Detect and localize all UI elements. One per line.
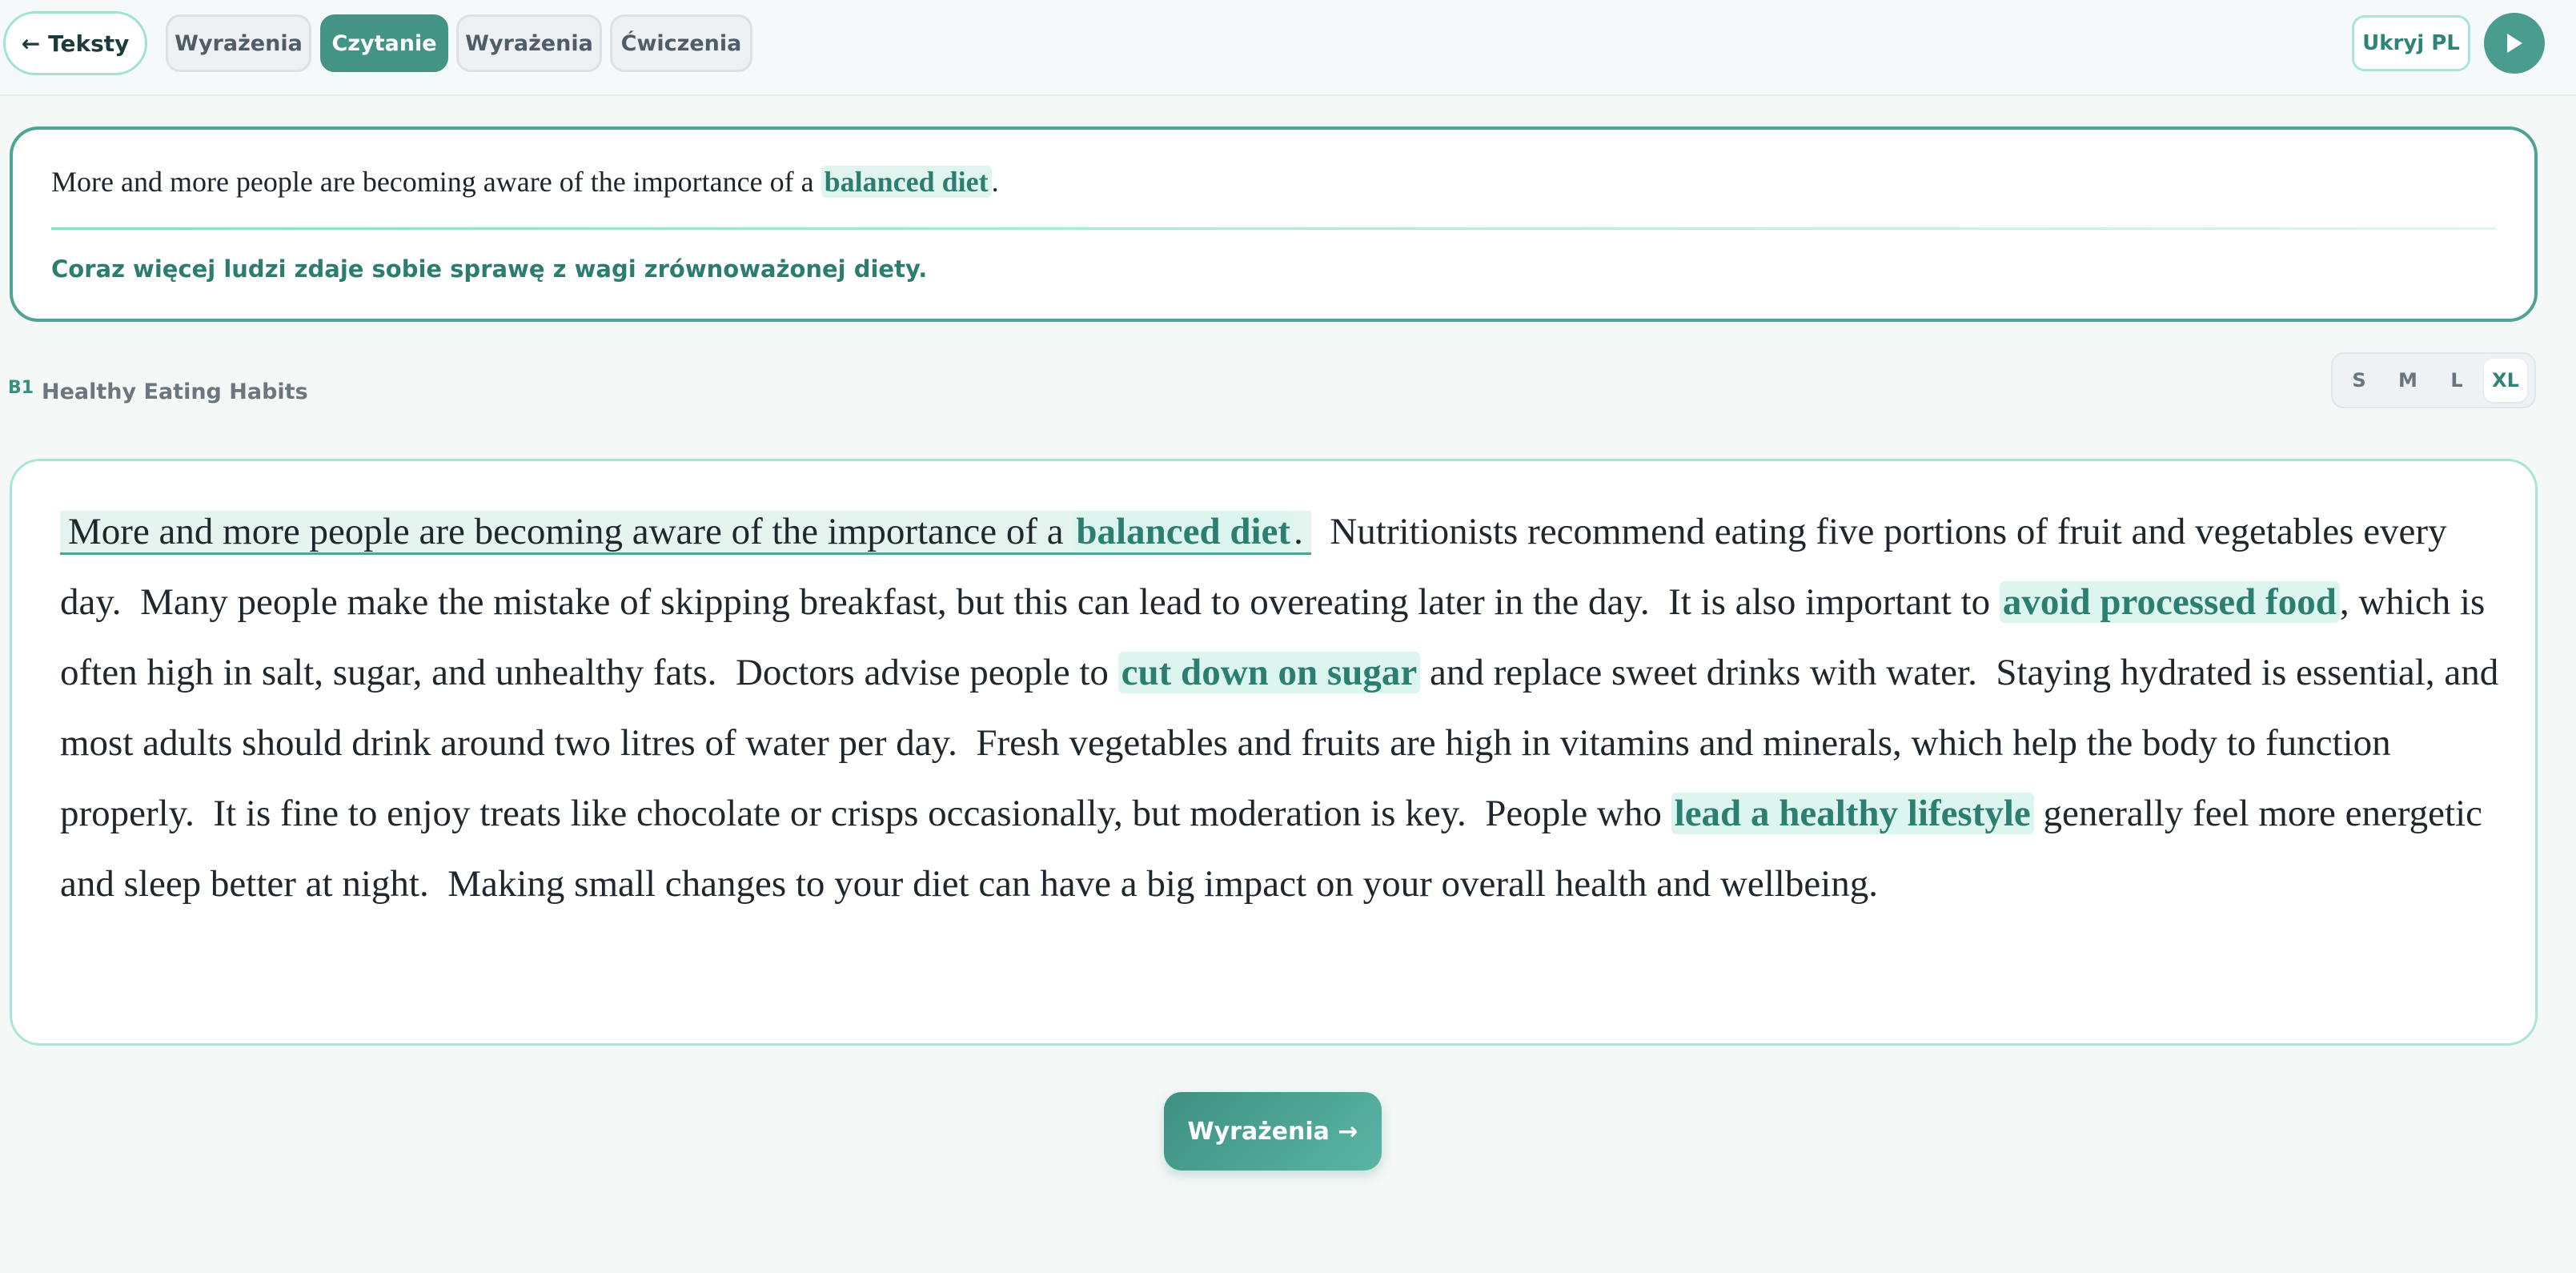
top-navigation-bar xyxy=(0,0,2576,96)
text-title: Healthy Eating Habits xyxy=(42,379,308,404)
english-sentence-start: More and more people are becoming aware of the importance of a xyxy=(51,166,821,198)
sentence-7[interactable]: Fresh vegetables and fruits are high in vitamins and minerals, which help the body to function properly. xyxy=(60,722,2391,834)
sentence-text: People who xyxy=(1485,793,1671,834)
translation-english-sentence xyxy=(51,165,999,199)
play-audio-button[interactable] xyxy=(2484,13,2545,74)
sentence-10[interactable]: Making small changes to your diet can have a big impact on your overall health and wellbeing. xyxy=(447,863,1878,905)
sentence-text: Doctors advise people to xyxy=(735,652,1118,693)
english-sentence-end: . xyxy=(991,166,999,198)
sentence-2[interactable]: Nutritionists recommend eating five portions of fruit and vegetables every day. xyxy=(60,511,2447,623)
font-size-l-button[interactable]: L xyxy=(2450,369,2463,392)
level-badge: B1 xyxy=(8,378,34,398)
tab-czytanie[interactable] xyxy=(320,14,448,72)
reading-text xyxy=(60,496,2510,919)
phrase-balanced-diet[interactable]: balanced diet xyxy=(1073,511,1294,552)
font-size-xl-button[interactable]: XL xyxy=(2484,359,2527,402)
play-icon xyxy=(2504,32,2525,54)
phrase-avoid-processed-food[interactable]: avoid processed food xyxy=(2000,581,2340,623)
font-size-s-button[interactable]: S xyxy=(2352,369,2366,392)
tab-label: Czytanie xyxy=(331,30,437,56)
font-size-selector xyxy=(2331,352,2536,408)
translation-polish-sentence: Coraz więcej ludzi zdaje sobie sprawę z wagi zrównoważonej diety. xyxy=(51,255,928,283)
back-button-label: Teksty xyxy=(48,30,130,57)
sentence-translation-card xyxy=(10,126,2538,322)
sentence-text: It is also important to xyxy=(1668,581,2000,623)
font-size-m-button[interactable]: M xyxy=(2398,369,2418,392)
tab-wyrazenia[interactable] xyxy=(166,14,311,72)
sentence-text: . xyxy=(1294,511,1303,552)
arrow-left-icon: ← xyxy=(21,30,41,57)
tab-wyrazenia-2[interactable] xyxy=(456,14,602,72)
sentence-8[interactable]: It is fine to enjoy treats like chocolate or crisps occasionally, but moderation is key. xyxy=(213,793,1467,834)
sentence-6[interactable]: Staying hydrated is essential, and most adults should drink around two litres of water per day. xyxy=(60,652,2499,764)
sentence-5[interactable] xyxy=(736,652,1977,693)
hide-translation-button[interactable] xyxy=(2352,15,2470,71)
phrase-lead-a-healthy-lifestyle[interactable]: lead a healthy lifestyle xyxy=(1671,793,2034,834)
tab-cwiczenia[interactable] xyxy=(610,14,752,72)
sentence-3[interactable]: Many people make the mistake of skipping breakfast, but this can lead to overeating later in the day. xyxy=(140,581,1650,623)
tab-label: Wyrażenia xyxy=(175,30,303,56)
highlighted-phrase: balanced diet xyxy=(821,166,992,198)
phrase-cut-down-on-sugar[interactable]: cut down on sugar xyxy=(1118,652,1421,693)
hide-translation-label: Ukryj PL xyxy=(2362,31,2460,55)
reading-text-card xyxy=(10,459,2538,1046)
sentence-text: generally feel more energetic and sleep better at night. xyxy=(60,793,2483,905)
tab-label: Wyrażenia xyxy=(465,30,593,56)
next-section-button[interactable]: Wyrażenia → xyxy=(1164,1092,1382,1171)
sentence-text: , which is often high in salt, sugar, and unhealthy fats. xyxy=(60,581,2486,693)
back-to-texts-button[interactable] xyxy=(3,11,147,75)
sentence-text: More and more people are becoming aware of the importance of a xyxy=(68,511,1073,552)
sentence-text: and replace sweet drinks with water. xyxy=(1420,652,1977,693)
translation-divider xyxy=(51,227,2496,230)
tab-label: Ćwiczenia xyxy=(620,30,742,56)
sentence-1[interactable] xyxy=(60,511,1311,555)
